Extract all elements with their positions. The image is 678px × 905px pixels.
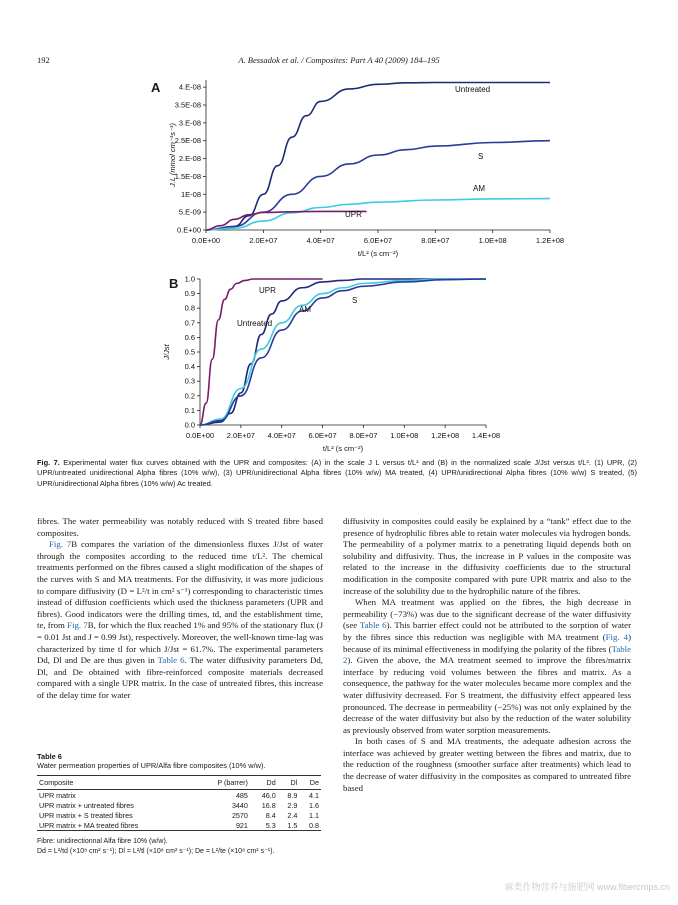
table-subtitle: Water permeation properties of UPR/Alfa fibre composites (10% w/w).	[37, 761, 266, 770]
y-tick-label: 3.5E-08	[174, 100, 201, 110]
y-axis-label: J.L (mmol cm⁻¹s⁻¹)	[168, 122, 177, 188]
series-line-untreated	[200, 279, 486, 425]
table-cell: 46.0	[261, 790, 276, 800]
y-tick-label: 3.E-08	[178, 118, 201, 128]
table-cell: 16.8	[261, 800, 276, 810]
table-cell: 1.1	[309, 810, 319, 820]
table-row	[37, 800, 321, 810]
left-paragraph-1: fibres. The water permeability was notably reduced with S treated fibre based composites.	[37, 516, 323, 538]
y-axis-label: J/Jst	[162, 344, 171, 360]
table-header-cell: De	[299, 776, 321, 790]
left-p2-text: B compares the variation of the dimensionless fluxes J/Jst of water through the composites according to the reduced time t/L². The chemical treatments performed on the fibres caused a slight modification of the shapes of the curves with S and MA treatments. For the diffusivity, it was more judicious to compare diffusivity (D = L²/t in cm² s⁻¹) corresponding to characteristic times instead of diffusion coefficients which used the thickness parameters (UPR and fibres). Good indicators were the drilling times, td, and the establishment time, te, from	[37, 539, 323, 631]
x-tick-label: 6.0E+07	[308, 431, 337, 440]
caption-text: Experimental water flux curves obtained with the UPR and composites: (A) in the scale J L versus t/L² and (B) in the normalized scale J/Jst versus t/L². (1) UPR, (2) UPR/untreated unidirectional Alpha fibres (10% w/w), (3) UPR/unidirectional Alpha fibres (10% w/w) MA treated, (4) UPR/unidirectional Alpha fibres (10% w/w) S treated, (5) UPR/unidirectional Alpha fibres (10% w/w) Ac treated.	[37, 458, 637, 488]
y-tick-label: 5.E-09	[178, 207, 201, 217]
x-tick-label: 2.0E+07	[226, 431, 255, 440]
table-footnote-1: Fibre: unidirectionnal Alfa fibre 10% (w/w).	[37, 838, 168, 845]
y-tick-label: 1E-08	[180, 189, 201, 199]
table-cell: 0.8	[299, 820, 321, 831]
caption-label: Fig. 7.	[37, 458, 60, 467]
table-cell: 2570	[231, 810, 248, 820]
series-line-s	[206, 141, 550, 230]
table-header-cell: P (barrer)	[196, 776, 249, 790]
left-column	[37, 516, 323, 702]
x-tick-label: 1.0E+08	[390, 431, 419, 440]
chart-a	[140, 70, 565, 265]
table-cell: 921	[196, 820, 249, 831]
table-cell: 1.6	[309, 800, 319, 810]
figure-caption	[37, 458, 637, 489]
x-tick-label: 1.0E+08	[478, 236, 507, 245]
table-title: Table 6	[37, 752, 62, 761]
page-number: 192	[37, 55, 50, 65]
table-header-cell: Dd	[250, 776, 278, 790]
table-cell: 2.9	[287, 800, 298, 810]
y-tick-label: 4.E-08	[178, 82, 201, 92]
table-row	[37, 820, 321, 831]
fig7-link-2[interactable]: Fig. 7	[67, 620, 88, 631]
table-cell: UPR matrix + MA treated fibres	[37, 820, 196, 831]
data-table	[37, 775, 321, 831]
right-paragraph-1: diffusivity in composites could easily be explained by a “tank” effect due to the presence of hydrophilic fibres able to retain water molecules via hydrogen bonds. The permeability of a polymer matrix to a penetrating liquid depends both on solubility and diffusivity. Thus, the increase in P values in the composite was related to the increase in the diffusivity coefficients due to the structural modification in the composite compared with pure UPR matrix and also to the increase of the solubility due to the hydrophilic nature of the fibres.	[343, 516, 631, 596]
table-row	[37, 790, 321, 801]
table-row	[37, 810, 321, 820]
left-p2c-text: . The water diffusivity parameters Dd, Dl, and De obtained with fibre-reinforced composite materials decreased compared with a single UPR matrix. In the case of untreated fibres, this increase of the delay time for water	[37, 655, 324, 700]
right-paragraph-3: In both cases of S and MA treatments, the adequate adhesion across the interface was achieved by greater wetting between the fibres and matrix, due to the reduction of the roughness (smoother surface after treatments) which lead to the decrease of water diffusivity in the composites as compared to untreated fibre based	[343, 736, 631, 793]
x-tick-label: 0.0E+00	[191, 236, 221, 245]
table-6	[37, 752, 327, 856]
x-tick-label: 8.0E+07	[349, 431, 378, 440]
y-tick-label: 0.7	[184, 318, 195, 328]
y-tick-label: 0.1	[184, 405, 195, 415]
fig4-link[interactable]: Fig. 4	[605, 631, 629, 642]
series-line-am	[200, 279, 486, 425]
series-label: S	[352, 296, 358, 305]
series-label: AM	[473, 184, 485, 193]
x-tick-label: 1.2E+08	[535, 236, 565, 245]
y-tick-label: 2.E-08	[178, 154, 201, 164]
table-cell: 8.9	[287, 790, 298, 800]
table-header-cell: Dl	[278, 776, 300, 790]
x-tick-label: 2.0E+07	[249, 236, 278, 245]
table-cell: 485	[235, 790, 248, 800]
table-cell: UPR matrix	[39, 790, 76, 800]
series-line-upr	[200, 279, 323, 425]
x-axis-label: t/L² (s cm⁻²)	[357, 249, 399, 258]
right-p2b-text: ). This barrier effect could not be attributed to the sorption of water by the fibres since this reduction was negligible with MA treatment (	[343, 620, 631, 642]
y-tick-label: 0.6	[184, 332, 195, 342]
y-tick-label: 0.0	[184, 420, 195, 430]
fig7-link[interactable]: Fig. 7	[49, 539, 72, 550]
table2-link[interactable]: Table 2	[343, 643, 631, 666]
y-tick-label: 0.5	[184, 347, 195, 357]
x-tick-label: 1.2E+08	[431, 431, 460, 440]
y-tick-label: 0.2	[184, 391, 195, 401]
right-p2d-text: ). Given the above, the MA treatment seemed to improve the fibres/matrix interface by reducing void volumes between the fibres and matrix. As a consequence, the pathway for the water molecules became more complex and the water diffusivity decreased. For S treatment, the diffusivity effect appeared less pronounced. The decrease in permeability (−25%) was not only explained by the decrease of the water diffusivity but also by the reduction of the water solubility as previously observed from water sorption measurements.	[343, 655, 631, 735]
y-tick-label: 0.4	[184, 362, 195, 372]
left-paragraph-2	[37, 539, 323, 701]
table6-link[interactable]: Table 6	[157, 655, 185, 666]
series-line-untreated	[206, 83, 550, 231]
series-label: Untreated	[237, 319, 273, 328]
panel-a-letter: A	[151, 80, 161, 95]
table-cell: 8.4	[265, 810, 276, 820]
right-paragraph-2	[343, 597, 631, 736]
right-p2c-text: ) because of its minimal effectiveness in modifying the polarity of the fibres (	[343, 631, 631, 654]
y-tick-label: 0.9	[184, 289, 195, 299]
right-column	[343, 516, 631, 794]
chart-b	[140, 268, 540, 463]
x-tick-label: 8.0E+07	[421, 236, 450, 245]
series-label: S	[478, 152, 484, 161]
series-line-s	[200, 279, 486, 425]
series-label: Untreated	[455, 85, 491, 94]
panel-b-letter: B	[169, 276, 179, 291]
table-cell: 5.3	[250, 820, 278, 831]
running-title: A. Bessadok et al. / Composites: Part A 40 (2009) 184–195	[238, 55, 440, 65]
table-cell: UPR matrix + S treated fibres	[39, 810, 133, 820]
y-tick-label: 1.5E-08	[174, 171, 201, 181]
series-label: AM	[299, 305, 311, 314]
table-cell: 3440	[231, 800, 248, 810]
y-tick-label: 2.5E-08	[174, 136, 201, 146]
x-tick-label: 1.4E+08	[471, 431, 501, 440]
y-tick-label: 0.3	[184, 376, 195, 386]
y-tick-label: 0.E+00	[177, 225, 201, 235]
table6-link-2[interactable]: Table 6	[359, 620, 387, 631]
y-tick-label: 1.0	[184, 274, 195, 284]
table-cell: UPR matrix + untreated fibres	[39, 800, 134, 810]
table-header-cell: Composite	[37, 776, 196, 790]
right-p2a-text: When MA treatment was applied on the fibres, the high decrease in permeability (−73%) was due to the significant decrease of the water diffusivity (see	[343, 597, 631, 631]
x-tick-label: 4.0E+07	[267, 431, 296, 440]
series-label: UPR	[345, 210, 362, 219]
y-tick-label: 0.8	[184, 303, 195, 313]
x-axis-label: t/L² (s cm⁻²)	[322, 444, 364, 453]
table-cell: 4.1	[309, 790, 319, 800]
watermark: 麻类作物营养与施肥网 www.fibercrops.cn	[504, 882, 670, 892]
table-cell: 2.4	[287, 810, 298, 820]
x-tick-label: 0.0E+00	[185, 431, 215, 440]
x-tick-label: 4.0E+07	[306, 236, 335, 245]
x-tick-label: 6.0E+07	[363, 236, 393, 245]
left-p2b-text: B, for which the flux reached 1% and 95% of the stationary flux (J = 0.01 Jst and J = 0.99 Jst), respectively. Moreover, the well-known time-lag was characterized by time tl for which J/Jst = 61.7%. The experimental parameters Dd, Dl and De are thus given in	[37, 620, 323, 666]
table-footnote-2: Dd = L²/td (×10⁸ cm² s⁻¹); Dl = L²/tl (×10⁸ cm² s⁻¹); De = L²/te (×10⁸ cm² s⁻¹).	[37, 847, 275, 855]
series-label: UPR	[259, 286, 276, 295]
table-cell: 1.5	[278, 820, 300, 831]
